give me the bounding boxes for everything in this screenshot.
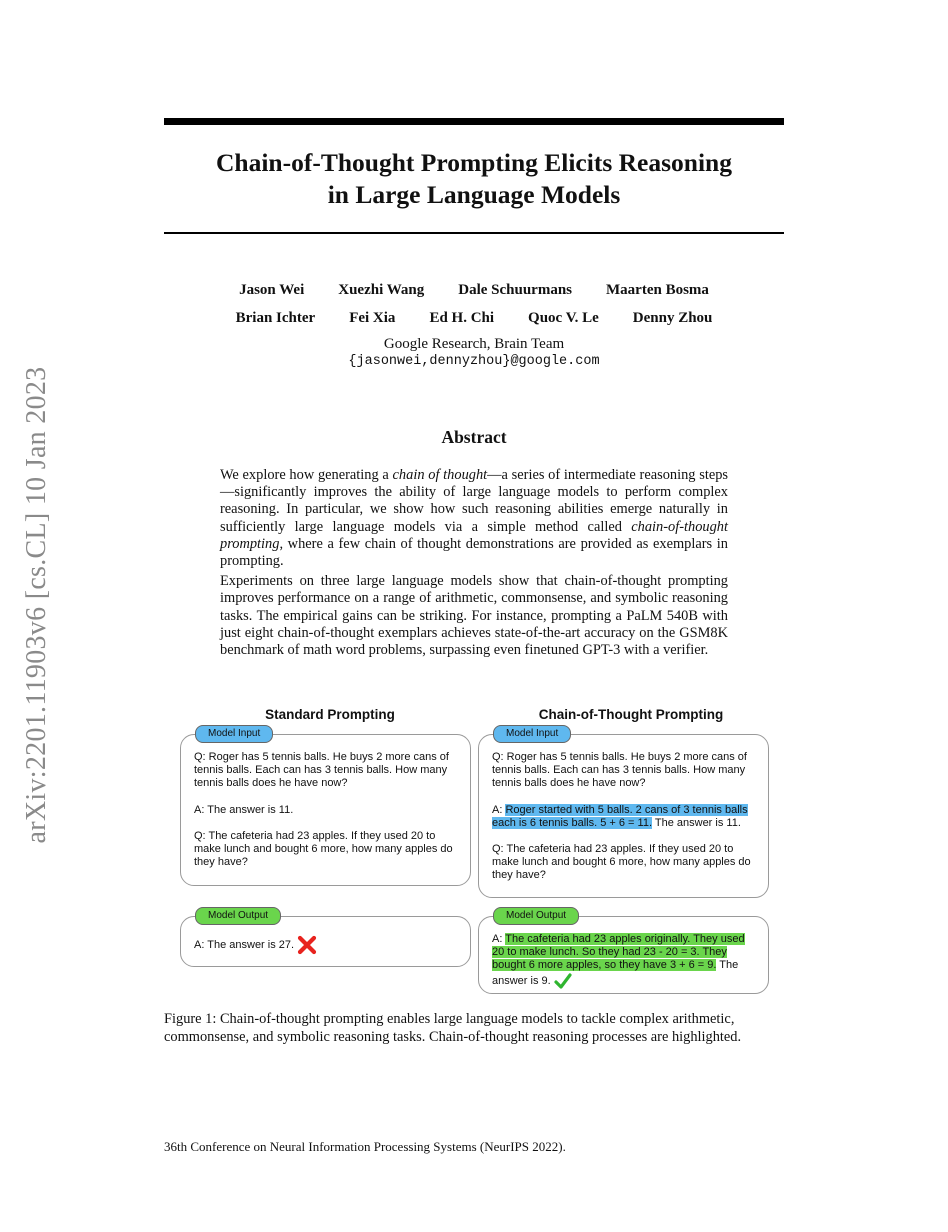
- arxiv-stamp: [16, 335, 58, 875]
- author: Xuezhi Wang: [338, 282, 425, 298]
- title-line-2: in Large Language Models: [327, 180, 621, 209]
- title-rule-top: [164, 118, 784, 125]
- abstract-body: [220, 467, 728, 662]
- cot-prompting-title: Chain-of-Thought Prompting: [538, 707, 724, 722]
- title-rule-bottom: [164, 232, 784, 234]
- author: Denny Zhou: [632, 310, 713, 326]
- model-output-label: Model Output: [195, 907, 281, 925]
- paper-title: [164, 147, 784, 211]
- conference-footnote: 36th Conference on Neural Information Processing Systems (NeurIPS 2022).: [164, 1139, 566, 1154]
- emphasis-cot-prompting: chain-of-thought prompting: [220, 518, 728, 552]
- author: Ed H. Chi: [429, 310, 495, 326]
- author-list: [164, 276, 784, 332]
- abstract-heading: Abstract: [441, 427, 507, 447]
- standard-model-input-box: [180, 728, 471, 886]
- question-1: Q: Roger has 5 tennis balls. He buys 2 more cans of tennis balls. Each can has 3 tennis balls. How many tennis balls does he have now?: [194, 751, 449, 790]
- author: Brian Ichter: [235, 310, 316, 326]
- cot-model-input-box: [478, 728, 769, 898]
- title-line-1: Chain-of-Thought Prompting Elicits Reasoning: [216, 148, 732, 177]
- abstract-paragraph-2: Experiments on three large language models show that chain-of-thought prompting improves performance on a range of arithmetic, commonsense, and symbolic reasoning tasks. The empirical gains can be striking. For instance, prompting a PaLM 540B with just eight chain-of-thought exemplars achieves state-of-the-art accuracy on the GSM8K benchmark of math word problems, surpassing even finetuned GPT-3 with a verifier.: [220, 573, 728, 659]
- question-2: Q: The cafeteria had 23 apples. If they used 20 to make lunch and bought 6 more, how many apples do they have?: [194, 829, 453, 869]
- cot-output-content: A: The cafeteria had 23 apples originally. They used 20 to make lunch. So they had 23 - 20 = 3. They bought 6 more apples, so they have 3 + 6 = 9. The answer is 9.: [492, 933, 756, 989]
- author: Dale Schuurmans: [458, 282, 573, 298]
- author-email: {jasonwei,dennyzhou}@google.com: [348, 354, 600, 369]
- figure-caption: Figure 1: Chain-of-thought prompting enables large language models to tackle complex arithmetic, commonsense, and symbolic reasoning tasks. Chain-of-thought reasoning processes are highlighted.: [164, 1011, 742, 1045]
- author: Quoc V. Le: [528, 310, 599, 326]
- green-check-icon: [554, 973, 572, 989]
- affiliation: Google Research, Brain Team: [383, 336, 565, 352]
- cot-model-output-box: [478, 910, 769, 994]
- reasoning-highlight-blue: Roger started with 5 balls. 2 cans of 3 tennis balls each is 6 tennis balls. 5 + 6 = 11.: [492, 803, 748, 829]
- standard-output-content: [194, 935, 458, 955]
- red-cross-icon: [297, 935, 317, 955]
- cot-input-content: [492, 751, 756, 896]
- question-1: Q: Roger has 5 tennis balls. He buys 2 more cans of tennis balls. Each can has 3 tennis balls. How many tennis balls does he have now?: [492, 751, 747, 790]
- reasoning-highlight-green: The cafeteria had 23 apples originally. They used 20 to make lunch. So they had 23 - 20 = 3. They bought 6 more apples, so they have 3 + 6 = 9.: [492, 933, 745, 972]
- emphasis-chain-of-thought: chain of thought: [392, 467, 488, 483]
- author: Jason Wei: [239, 282, 305, 298]
- question-2: Q: The cafeteria had 23 apples. If they used 20 to make lunch and bought 6 more, how many apples do they have?: [492, 843, 751, 882]
- standard-answer-1: A: The answer is 11.: [194, 803, 294, 816]
- author-row-1: [164, 276, 784, 304]
- model-input-label: Model Input: [493, 725, 571, 743]
- author-row-2: [164, 304, 784, 332]
- standard-model-output-box: [180, 910, 471, 967]
- author: Fei Xia: [349, 310, 396, 326]
- author: Maarten Bosma: [606, 282, 709, 298]
- model-input-label: Model Input: [195, 725, 273, 743]
- arxiv-stamp-text: arXiv:2201.11903v6 [cs.CL] 10 Jan 2023: [21, 366, 52, 844]
- model-output-label: Model Output: [493, 907, 579, 925]
- standard-input-content: [194, 751, 458, 882]
- cot-answer-1: A: Roger started with 5 balls. 2 cans of 3 tennis balls each is 6 tennis balls. 5 + 6 = 11. The answer is 11.: [492, 803, 748, 829]
- standard-prompting-title: Standard Prompting: [265, 707, 395, 722]
- standard-output-text: A: The answer is 27.: [194, 938, 295, 951]
- abstract-paragraph-1: We explore how generating a chain of thought—a series of intermediate reasoning steps—significantly improves the ability of large language models to perform complex reasoning. In particular, we show how such reasoning abilities emerge naturally in sufficiently large language models via a simple method called chain-of-thought prompting, where a few chain of thought demonstrations are provided as exemplars in prompting.: [220, 467, 728, 570]
